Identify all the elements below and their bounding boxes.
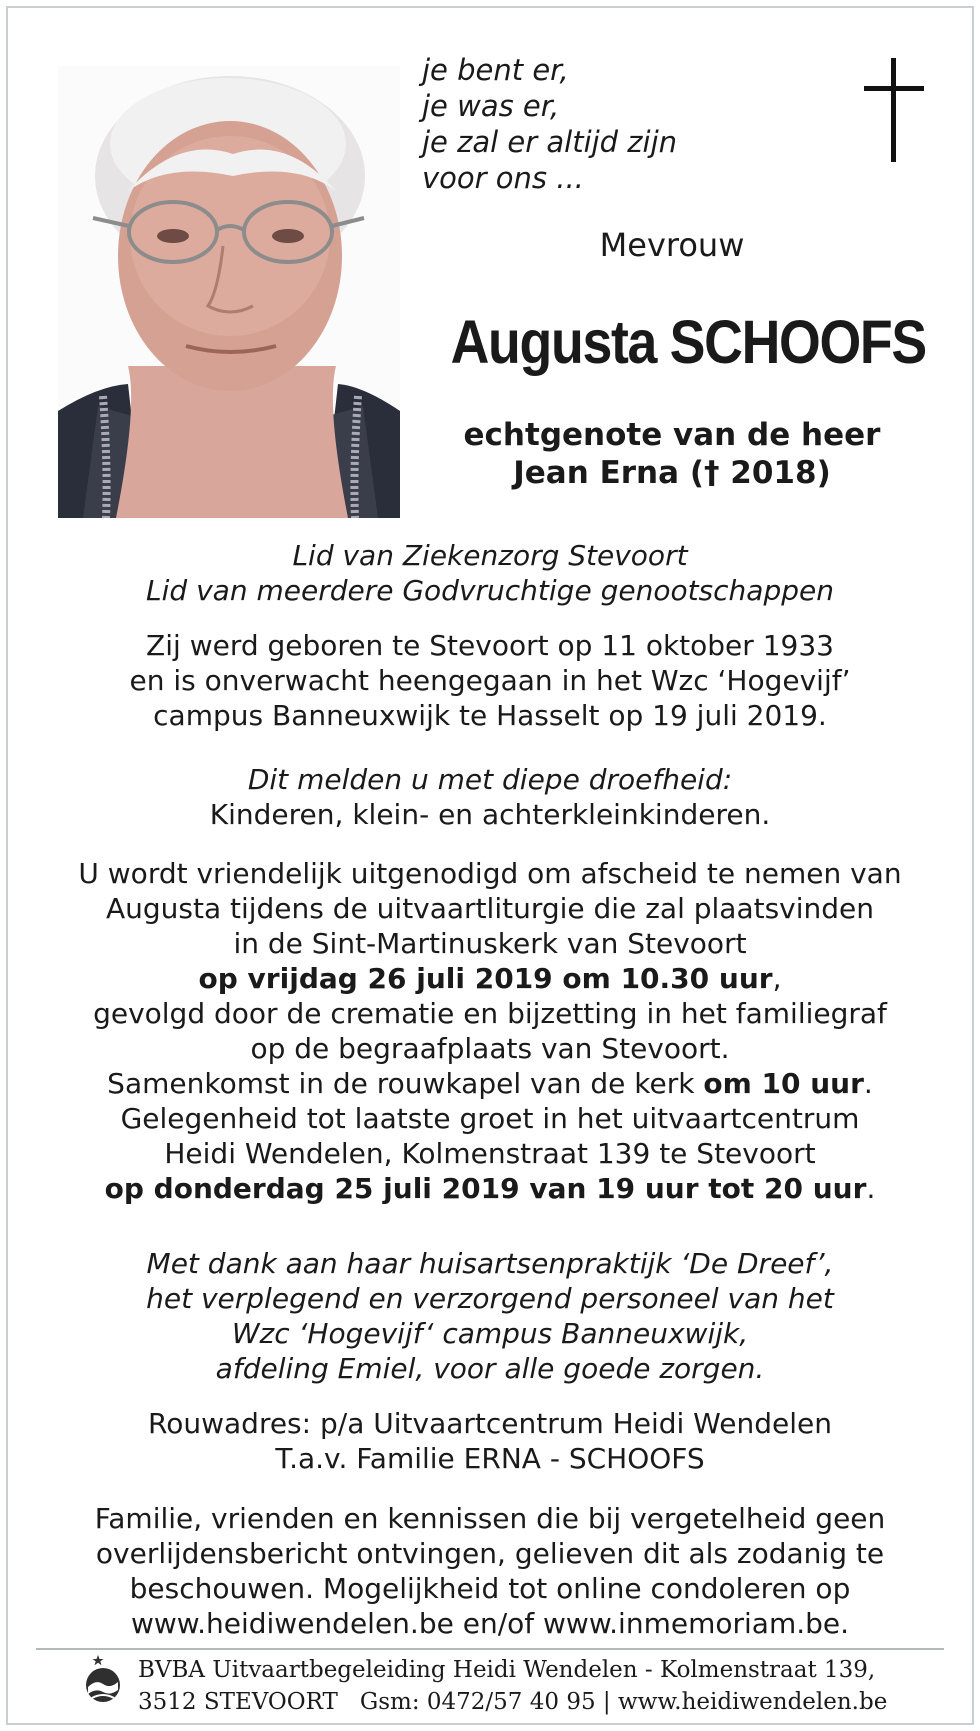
thanks-line: Wzc ‘Hogevijf‘ campus Banneuxwijk, bbox=[231, 1317, 749, 1350]
spouse-line: Jean Erna († 2018) bbox=[513, 455, 831, 491]
closing-line: Familie, vrienden en kennissen die bij vergetelheid geen bbox=[94, 1502, 886, 1535]
invitation-line: Gelegenheid tot laatste groet in het uitvaartcentrum bbox=[120, 1102, 860, 1135]
funeral-date: op vrijdag 26 juli 2019 om 10.30 uur bbox=[198, 962, 773, 995]
visitation-line bbox=[40, 1171, 940, 1206]
punctuation: . bbox=[863, 1067, 873, 1100]
gathering-line bbox=[40, 1066, 940, 1101]
invitation-line: Augusta tijdens de uitvaartliturgie die zal plaatsvinden bbox=[105, 892, 875, 925]
invitation-line: U wordt vriendelijk uitgenodigd om afscheid te nemen van bbox=[78, 857, 902, 890]
invitation-line: op de begraafplaats van Stevoort. bbox=[250, 1032, 730, 1065]
cross-icon bbox=[864, 58, 924, 162]
invitation-line: gevolgd door de crematie en bijzetting in het familiegraf bbox=[93, 997, 887, 1030]
salutation: Mevrouw bbox=[599, 226, 745, 264]
invitation bbox=[40, 856, 940, 1206]
footer bbox=[138, 1654, 887, 1718]
birth-death-info bbox=[40, 628, 940, 733]
footer-line: BVBA Uitvaartbegeleiding Heidi Wendelen - Kolmenstraat 139, bbox=[138, 1657, 876, 1683]
gathering-text: Samenkomst in de rouwkapel van de kerk bbox=[107, 1067, 704, 1100]
poem-line: je was er, bbox=[422, 89, 560, 123]
poem-line: je zal er altijd zijn bbox=[422, 125, 678, 159]
portrait-photo bbox=[58, 66, 400, 518]
footer-divider bbox=[36, 1648, 944, 1650]
closing-line: overlijdensbericht ontvingen, gelieven dit als zodanig te bbox=[95, 1537, 885, 1570]
gathering-time: om 10 uur bbox=[703, 1067, 864, 1100]
address-line: T.a.v. Familie ERNA - SCHOOFS bbox=[275, 1442, 705, 1475]
closing-line: beschouwen. Mogelijkheid tot online condoleren op bbox=[129, 1572, 851, 1605]
deceased-name: Augusta SCHOOFS bbox=[450, 308, 926, 376]
invitation-line: in de Sint-Martinuskerk van Stevoort bbox=[233, 927, 747, 960]
thanks-line: afdeling Emiel, voor alle goede zorgen. bbox=[215, 1352, 765, 1385]
visitation-date: op donderdag 25 juli 2019 van 19 uur tot 20 uur bbox=[104, 1172, 867, 1205]
announcement-intro: Dit melden u met diepe droefheid: bbox=[247, 763, 733, 796]
thanks bbox=[40, 1246, 940, 1386]
poem-line: voor ons ... bbox=[422, 161, 584, 195]
punctuation: . bbox=[866, 1172, 876, 1205]
spouse-info bbox=[422, 416, 922, 492]
invitation-line: Heidi Wendelen, Kolmenstraat 139 te Stevoort bbox=[164, 1137, 816, 1170]
thanks-line: het verplegend en verzorgend personeel van het bbox=[146, 1282, 834, 1315]
memberships bbox=[40, 538, 940, 608]
address-line: Rouwadres: p/a Uitvaartcentrum Heidi Wendelen bbox=[148, 1407, 832, 1440]
membership-line: Lid van meerdere Godvruchtige genootschappen bbox=[146, 574, 834, 607]
birth-death-line: en is onverwacht heengegaan in het Wzc ‘Hogevijf’ bbox=[129, 664, 851, 697]
poem bbox=[422, 52, 677, 196]
birth-death-line: campus Banneuxwijk te Hasselt op 19 juli 2019. bbox=[153, 699, 827, 732]
mourning-address bbox=[40, 1406, 940, 1476]
announcement bbox=[40, 762, 940, 832]
thanks-line: Met dank aan haar huisartsenpraktijk ‘De Dreef’, bbox=[146, 1247, 834, 1280]
funeral-home-logo-icon bbox=[80, 1654, 126, 1704]
birth-death-line: Zij werd geboren te Stevoort op 11 oktober 1933 bbox=[146, 629, 834, 662]
closing-line: www.heidiwendelen.be en/of www.inmemoriam.be. bbox=[130, 1607, 850, 1640]
membership-line: Lid van Ziekenzorg Stevoort bbox=[292, 539, 688, 572]
punctuation: , bbox=[772, 962, 782, 995]
funeral-date-line bbox=[40, 961, 940, 996]
closing-note bbox=[40, 1501, 940, 1641]
announcement-family: Kinderen, klein- en achterkleinkinderen. bbox=[209, 798, 771, 831]
footer-line: 3512 STEVOORT Gsm: 0472/57 40 95 | www.heidiwendelen.be bbox=[138, 1689, 888, 1715]
spouse-line: echtgenote van de heer bbox=[463, 417, 881, 453]
poem-line: je bent er, bbox=[422, 53, 569, 87]
